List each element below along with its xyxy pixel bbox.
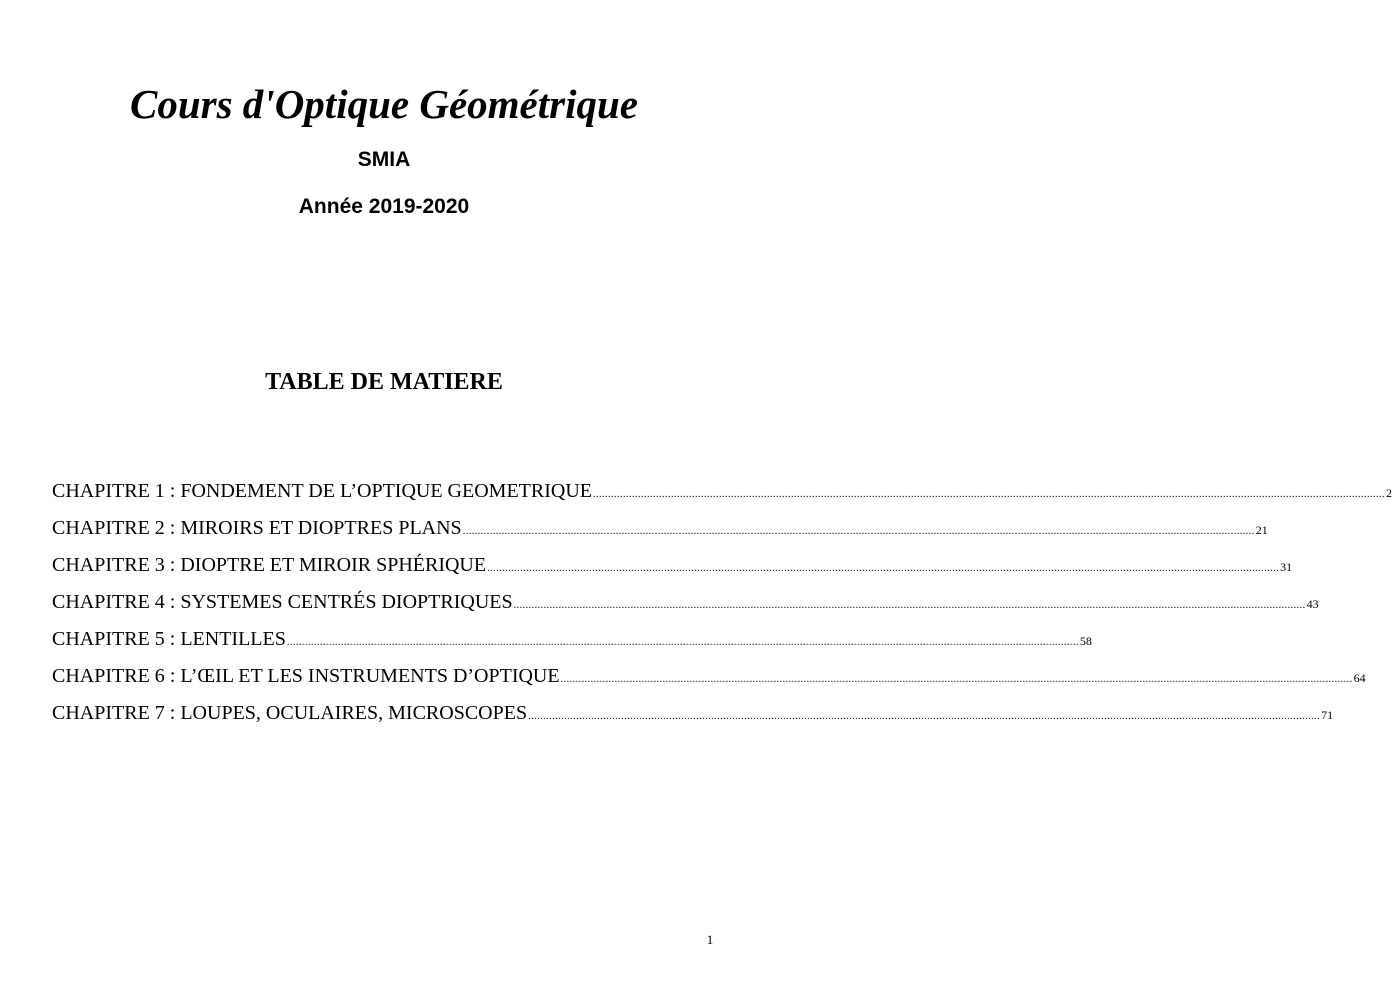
toc-entry-label: CHAPITRE 4 : SYSTEMES CENTRÉS DIOPTRIQUES — [52, 591, 513, 613]
toc-entry-page: 43 — [1306, 597, 1319, 611]
toc-entry-label: CHAPITRE 2 : MIROIRS ET DIOPTRES PLANS — [52, 517, 462, 539]
toc-entry-page: 2 — [1385, 486, 1392, 500]
toc-dot-leader — [463, 517, 1255, 547]
toc-dot-leader — [287, 628, 1079, 658]
toc-entry-label: CHAPITRE 6 : L’ŒIL ET LES INSTRUMENTS D’OPTIQUE — [52, 665, 560, 687]
page-number: 1 — [706, 932, 714, 947]
toc-dot-leader — [514, 591, 1306, 621]
toc-dot-leader — [561, 665, 1353, 695]
toc-entry-label: CHAPITRE 3 : DIOPTRE ET MIROIR SPHÉRIQUE — [52, 554, 487, 576]
toc-entry-page: 31 — [1280, 560, 1293, 574]
toc-dot-leader — [593, 480, 1385, 510]
toc-dot-leader — [528, 702, 1320, 732]
toc-entry-chapter-5[interactable] — [52, 624, 1092, 661]
toc-entry-page: 58 — [1079, 634, 1092, 648]
toc-entry-chapter-7[interactable] — [52, 698, 1334, 735]
toc-entry-chapter-2[interactable] — [52, 513, 1268, 550]
program-name: SMIA — [357, 148, 411, 171]
table-of-contents — [52, 476, 1392, 735]
toc-entry-chapter-3[interactable] — [52, 550, 1293, 587]
table-of-contents-heading: TABLE DE MATIERE — [265, 369, 503, 395]
toc-entry-chapter-1[interactable] — [52, 476, 1392, 513]
toc-entry-chapter-6[interactable] — [52, 661, 1366, 698]
toc-dot-leader — [487, 554, 1279, 584]
toc-entry-chapter-4[interactable] — [52, 587, 1319, 624]
toc-entry-page: 64 — [1353, 671, 1366, 685]
toc-entry-label: CHAPITRE 7 : LOUPES, OCULAIRES, MICROSCOPES — [52, 702, 528, 724]
toc-entry-page: 71 — [1321, 708, 1334, 722]
academic-year: Année 2019-2020 — [298, 195, 470, 218]
document-title: Cours d'Optique Géométrique — [130, 81, 638, 127]
toc-entry-page: 21 — [1255, 523, 1268, 537]
toc-entry-label: CHAPITRE 5 : LENTILLES — [52, 628, 286, 650]
toc-entry-label: CHAPITRE 1 : FONDEMENT DE L’OPTIQUE GEOMETRIQUE — [52, 480, 592, 502]
